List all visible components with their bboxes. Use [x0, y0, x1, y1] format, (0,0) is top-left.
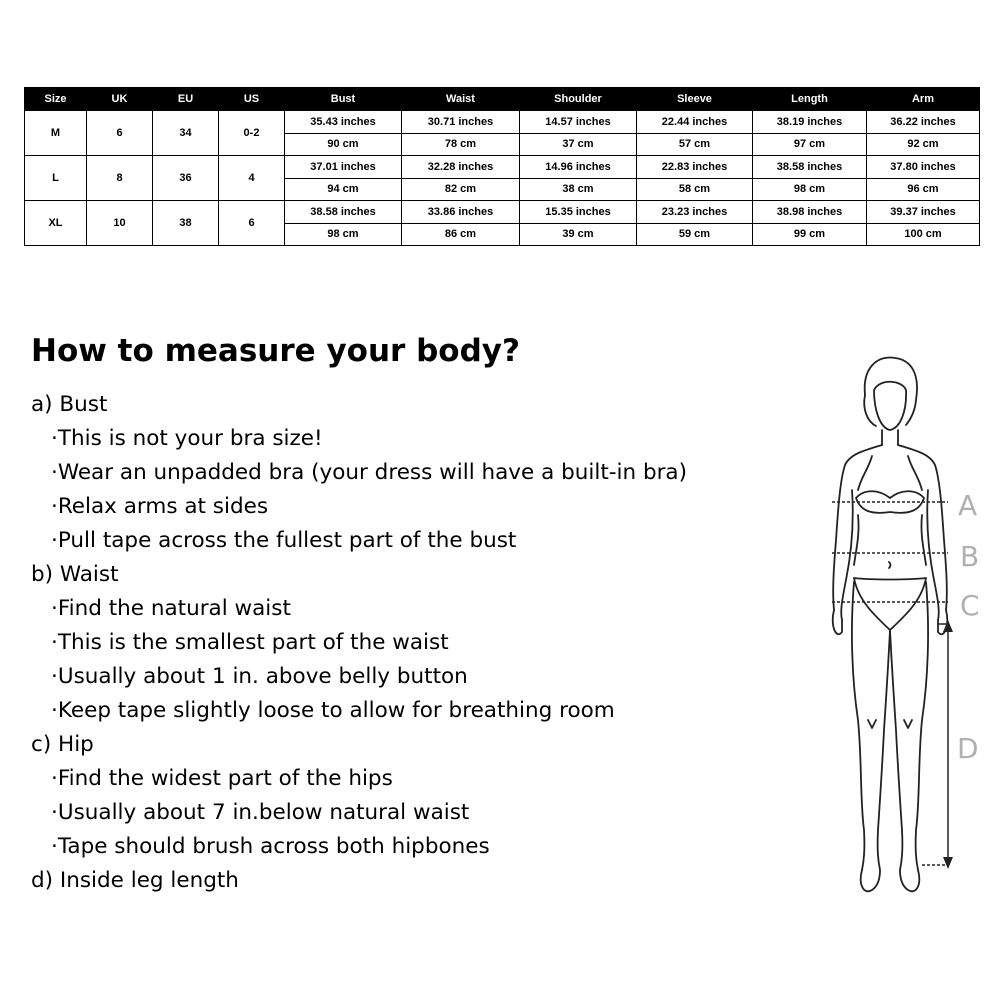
cell-length-cm: 99 cm	[753, 223, 867, 246]
hip-tip: ·Find the widest part of the hips	[51, 766, 393, 791]
cell-eu: 36	[153, 156, 219, 201]
cell-length-inches: 38.19 inches	[753, 111, 867, 134]
section-hip-heading: c) Hip	[31, 732, 94, 757]
hip-tip: ·Tape should brush across both hipbones	[51, 834, 490, 859]
cell-bust-inches: 37.01 inches	[285, 156, 402, 179]
cell-arm-inches: 36.22 inches	[867, 111, 980, 134]
cell-bust-inches: 35.43 inches	[285, 111, 402, 134]
header-arm: Arm	[867, 88, 980, 111]
arrow-up-icon	[943, 620, 953, 632]
cell-eu: 34	[153, 111, 219, 156]
header-shoulder: Shoulder	[520, 88, 637, 111]
arrow-down-icon	[943, 857, 953, 869]
cell-bust-cm: 98 cm	[285, 223, 402, 246]
size-chart-table	[24, 87, 980, 246]
cell-size: M	[25, 111, 87, 156]
cell-us: 0-2	[219, 111, 285, 156]
cell-sleeve-inches: 22.44 inches	[637, 111, 753, 134]
cell-length-inches: 38.58 inches	[753, 156, 867, 179]
bust-tip: ·Relax arms at sides	[51, 494, 269, 519]
cell-waist-cm: 86 cm	[402, 223, 520, 246]
cell-arm-cm: 100 cm	[867, 223, 980, 246]
cell-waist-cm: 82 cm	[402, 178, 520, 201]
cell-uk: 8	[87, 156, 153, 201]
cell-waist-cm: 78 cm	[402, 133, 520, 156]
label-d: D	[957, 732, 979, 765]
cell-shoulder-cm: 39 cm	[520, 223, 637, 246]
measure-guide	[31, 388, 687, 898]
section-bust-heading: a) Bust	[31, 392, 108, 417]
cell-length-inches: 38.98 inches	[753, 201, 867, 224]
header-size: Size	[25, 88, 87, 111]
cell-arm-cm: 96 cm	[867, 178, 980, 201]
cell-arm-cm: 92 cm	[867, 133, 980, 156]
table-row	[25, 156, 980, 179]
bust-tip: ·Wear an unpadded bra (your dress will have a built-in bra)	[51, 460, 687, 485]
cell-us: 6	[219, 201, 285, 246]
cell-bust-cm: 90 cm	[285, 133, 402, 156]
section-waist-heading: b) Waist	[31, 562, 119, 587]
cell-size: L	[25, 156, 87, 201]
header-length: Length	[753, 88, 867, 111]
cell-sleeve-cm: 58 cm	[637, 178, 753, 201]
label-b: B	[960, 540, 980, 573]
body-figure-illustration	[810, 350, 1000, 910]
cell-us: 4	[219, 156, 285, 201]
header-eu: EU	[153, 88, 219, 111]
hip-tip: ·Usually about 7 in.below natural waist	[51, 800, 470, 825]
table-header-row	[25, 88, 980, 111]
cell-arm-inches: 37.80 inches	[867, 156, 980, 179]
header-bust: Bust	[285, 88, 402, 111]
table-row	[25, 111, 980, 134]
waist-tip: ·This is the smallest part of the waist	[51, 630, 449, 655]
cell-uk: 6	[87, 111, 153, 156]
waist-tip: ·Keep tape slightly loose to allow for breathing room	[51, 698, 615, 723]
cell-bust-inches: 38.58 inches	[285, 201, 402, 224]
cell-sleeve-inches: 22.83 inches	[637, 156, 753, 179]
table-row	[25, 201, 980, 224]
label-a: A	[958, 489, 978, 522]
cell-waist-inches: 33.86 inches	[402, 201, 520, 224]
cell-shoulder-cm: 37 cm	[520, 133, 637, 156]
cell-length-cm: 98 cm	[753, 178, 867, 201]
cell-waist-inches: 32.28 inches	[402, 156, 520, 179]
cell-length-cm: 97 cm	[753, 133, 867, 156]
cell-sleeve-cm: 57 cm	[637, 133, 753, 156]
cell-waist-inches: 30.71 inches	[402, 111, 520, 134]
header-sleeve: Sleeve	[637, 88, 753, 111]
cell-shoulder-inches: 14.96 inches	[520, 156, 637, 179]
cell-uk: 10	[87, 201, 153, 246]
header-uk: UK	[87, 88, 153, 111]
cell-size: XL	[25, 201, 87, 246]
cell-shoulder-inches: 14.57 inches	[520, 111, 637, 134]
label-c: C	[960, 589, 980, 622]
guide-title: How to measure your body?	[31, 333, 520, 369]
cell-shoulder-cm: 38 cm	[520, 178, 637, 201]
waist-tip: ·Find the natural waist	[51, 596, 291, 621]
cell-bust-cm: 94 cm	[285, 178, 402, 201]
waist-tip: ·Usually about 1 in. above belly button	[51, 664, 468, 689]
cell-sleeve-cm: 59 cm	[637, 223, 753, 246]
cell-shoulder-inches: 15.35 inches	[520, 201, 637, 224]
section-inside-leg-heading: d) Inside leg length	[31, 868, 239, 893]
header-us: US	[219, 88, 285, 111]
cell-arm-inches: 39.37 inches	[867, 201, 980, 224]
header-waist: Waist	[402, 88, 520, 111]
cell-sleeve-inches: 23.23 inches	[637, 201, 753, 224]
bust-tip: ·This is not your bra size!	[51, 426, 323, 451]
body-outline	[833, 357, 948, 891]
cell-eu: 38	[153, 201, 219, 246]
bust-tip: ·Pull tape across the fullest part of the bust	[51, 528, 517, 553]
